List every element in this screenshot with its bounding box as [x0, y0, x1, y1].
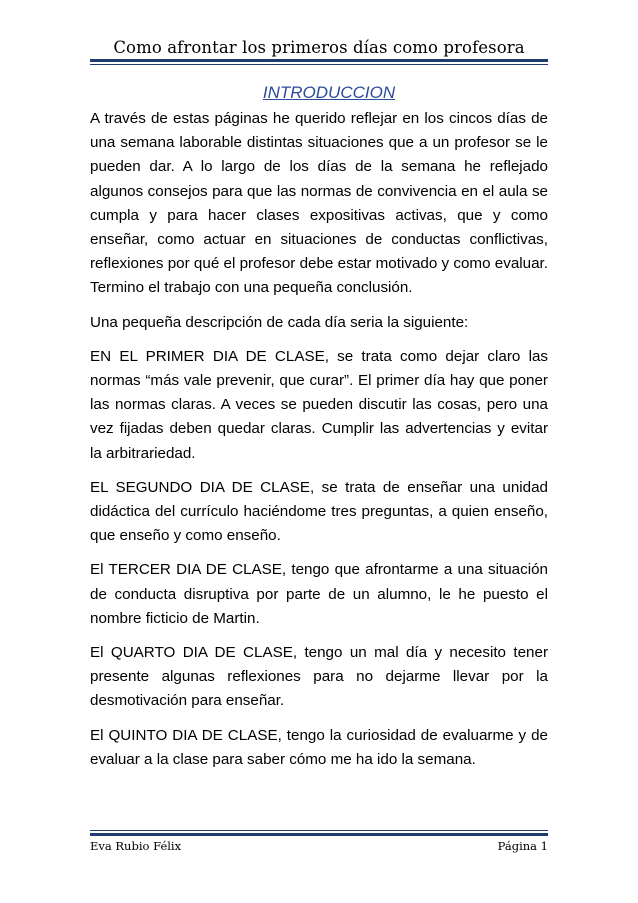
paragraph-day-two: EL SEGUNDO DIA DE CLASE, se trata de enseñar una unidad didáctica del currículo haciéndome tres preguntas, a quien enseño, que enseño y como enseño.	[90, 478, 548, 545]
header-title: Como afrontar los primeros días como profesora	[113, 38, 525, 57]
paragraph-day-four: El QUARTO DIA DE CLASE, tengo un mal día y necesito tener presente algunas reflexiones para no dejarme llevar por la desmotivación para enseñar.	[90, 644, 548, 710]
footer-rule-thin	[90, 830, 548, 831]
paragraph-description-lead: Una pequeña descripción de cada día seria la siguiente:	[90, 313, 469, 331]
footer-page-number: Página 1	[497, 839, 548, 853]
paragraph-intro: A través de estas páginas he querido reflejar en los cincos días de una semana laborable distintas situaciones que a un profesor se le pueden dar. A lo largo de los días de la semana he reflejado algunos consejos para que las normas de convivencia en el aula se cumpla y para hacer clases expositivas activas, que y como enseñar, como actuar en situaciones de conductas conflictivas, reflexiones por qué el profesor debe estar motivado y como evaluar. Termino el trabajo con una pequeña conclusión.	[90, 110, 548, 297]
footer-author: Eva Rubio Félix	[90, 839, 182, 853]
header-rule-thick	[90, 59, 548, 62]
footer-rule-thick	[90, 833, 548, 836]
paragraph-day-five: El QUINTO DIA DE CLASE, tengo la curiosidad de evaluarme y de evaluar a la clase para saber cómo me ha ido la semana.	[90, 726, 548, 768]
paragraph-day-one: EN EL PRIMER DIA DE CLASE, se trata como dejar claro las normas “más vale prevenir, que curar”. El primer día hay que poner las normas claras. A veces se pueden discutir las cosas, pero una vez fijadas deben quedar claras. Cumplir las advertencias y evitar la arbitrariedad.	[90, 347, 548, 462]
paragraph-day-three: El TERCER DIA DE CLASE, tengo que afrontarme a una situación de conducta disruptiva por parte de un alumno, le he puesto el nombre ficticio de Martin.	[90, 561, 548, 627]
document-heading: INTRODUCCION	[262, 83, 396, 102]
document-body	[90, 82, 548, 782]
header-rule-thin	[90, 64, 548, 65]
